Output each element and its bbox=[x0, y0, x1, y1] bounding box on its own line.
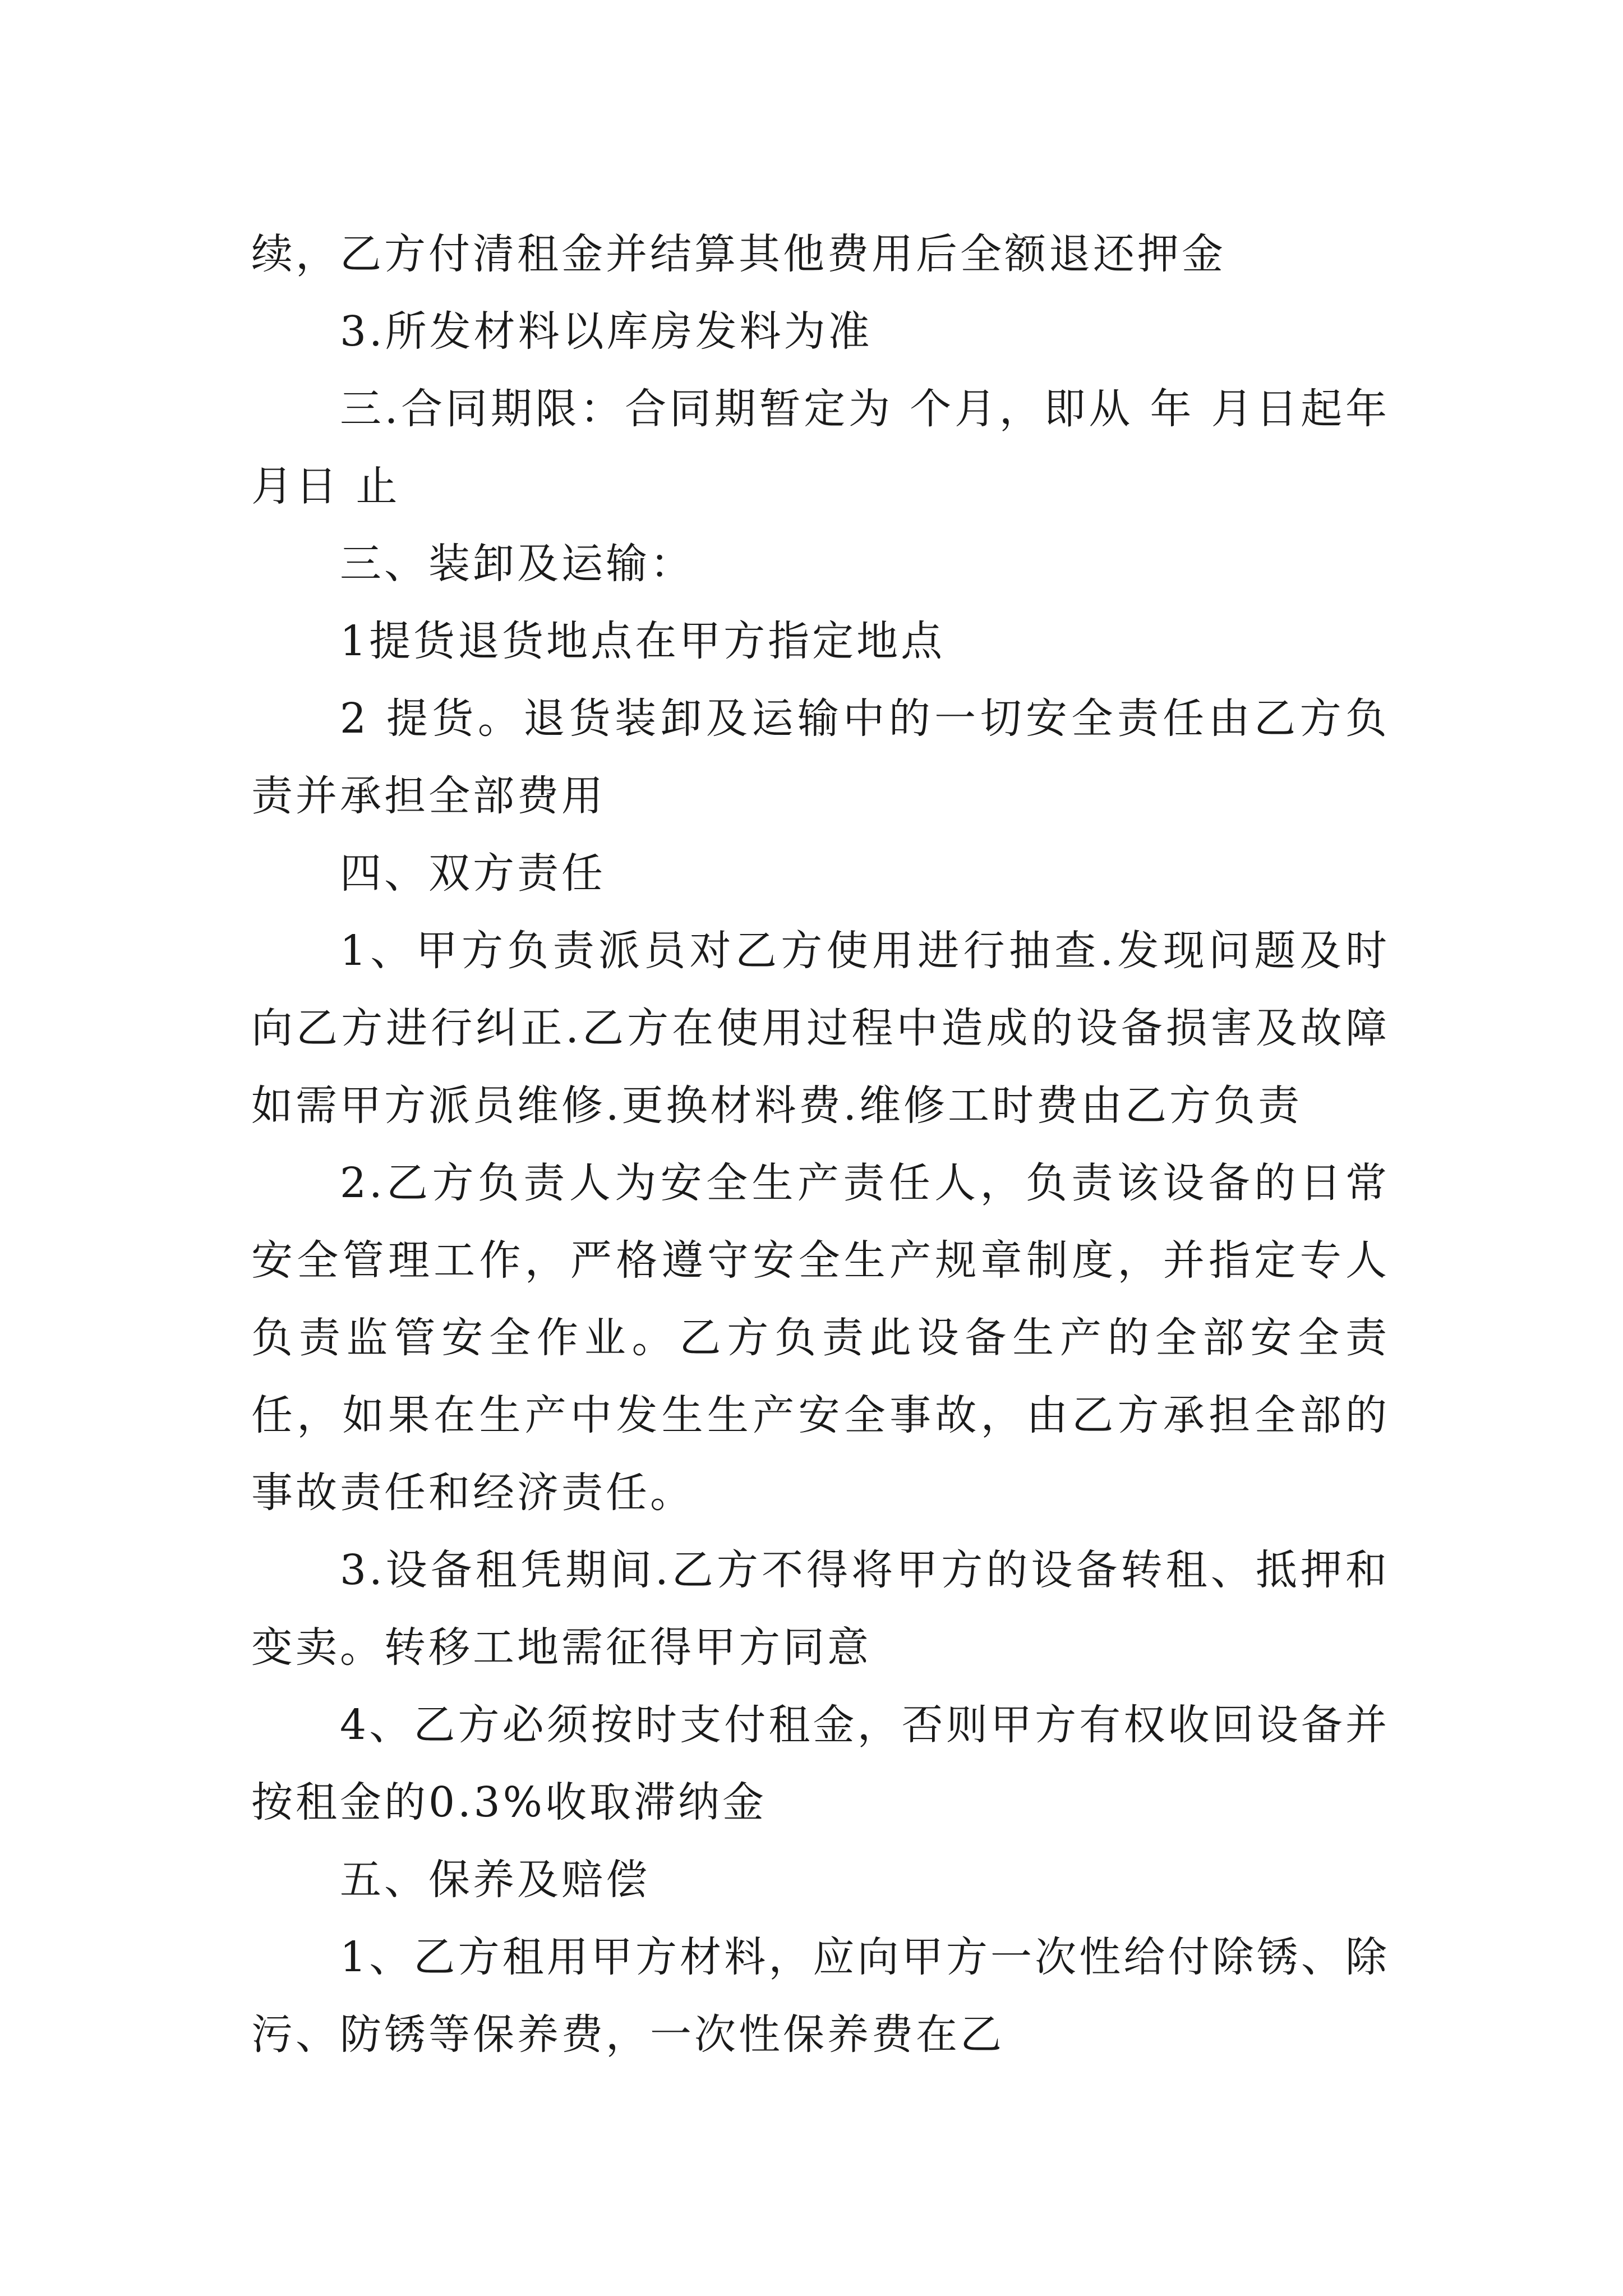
paragraph-clause-3-1: 1提货退货地点在甲方指定地点 bbox=[340, 617, 946, 665]
section-heading-responsibilities: 四、双方责任 bbox=[340, 849, 606, 898]
paragraph-clause-4-2: 2.乙方负责人为安全生产责任人，负责该设备的日常安全管理工作，严格遵守安全生产规章制度，并指定专人负责监管安全作业。乙方负责此设备生产的全部安全责任，如果在生产中发生生产安全事故，由乙方承担全部的事故责任和经济责任。 bbox=[251, 1159, 1390, 1517]
paragraph-clause-5-1: 1、乙方租用甲方材料，应向甲方一次性给付除锈、除污、防锈等保养费，一次性保养费在乙 bbox=[251, 1933, 1390, 2059]
document-body bbox=[251, 215, 1390, 2073]
section-heading-loading-transport: 三、装卸及运输： bbox=[340, 540, 694, 588]
paragraph-continuation: 续，乙方付清租金并结算其他费用后全额退还押金 bbox=[251, 230, 1226, 278]
paragraph-clause-3-2: 2 提货。退货装卸及运输中的一切安全责任由乙方负责并承担全部费用 bbox=[251, 694, 1390, 820]
paragraph-clause-4-3: 3.设备租凭期间.乙方不得将甲方的设备转租、抵押和变卖。转移工地需征得甲方同意 bbox=[251, 1546, 1390, 1672]
section-heading-maintenance-compensation: 五、保养及赔偿 bbox=[340, 1856, 650, 1904]
paragraph-clause-4-1: 1、甲方负责派员对乙方使用进行抽查.发现问题及时向乙方进行纠正.乙方在使用过程中造成的设备损害及故障如需甲方派员维修.更换材料费.维修工时费由乙方负责 bbox=[251, 927, 1390, 1130]
paragraph-contract-term: 三.合同期限：合同期暂定为 个月，即从 年 月日起年月日 止 bbox=[251, 385, 1390, 510]
paragraph-clause-2-3: 3.所发材料以库房发料为准 bbox=[340, 307, 873, 356]
paragraph-clause-4-4: 4、乙方必须按时支付租金，否则甲方有权收回设备并按租金的0.3%收取滞纳金 bbox=[251, 1701, 1390, 1826]
